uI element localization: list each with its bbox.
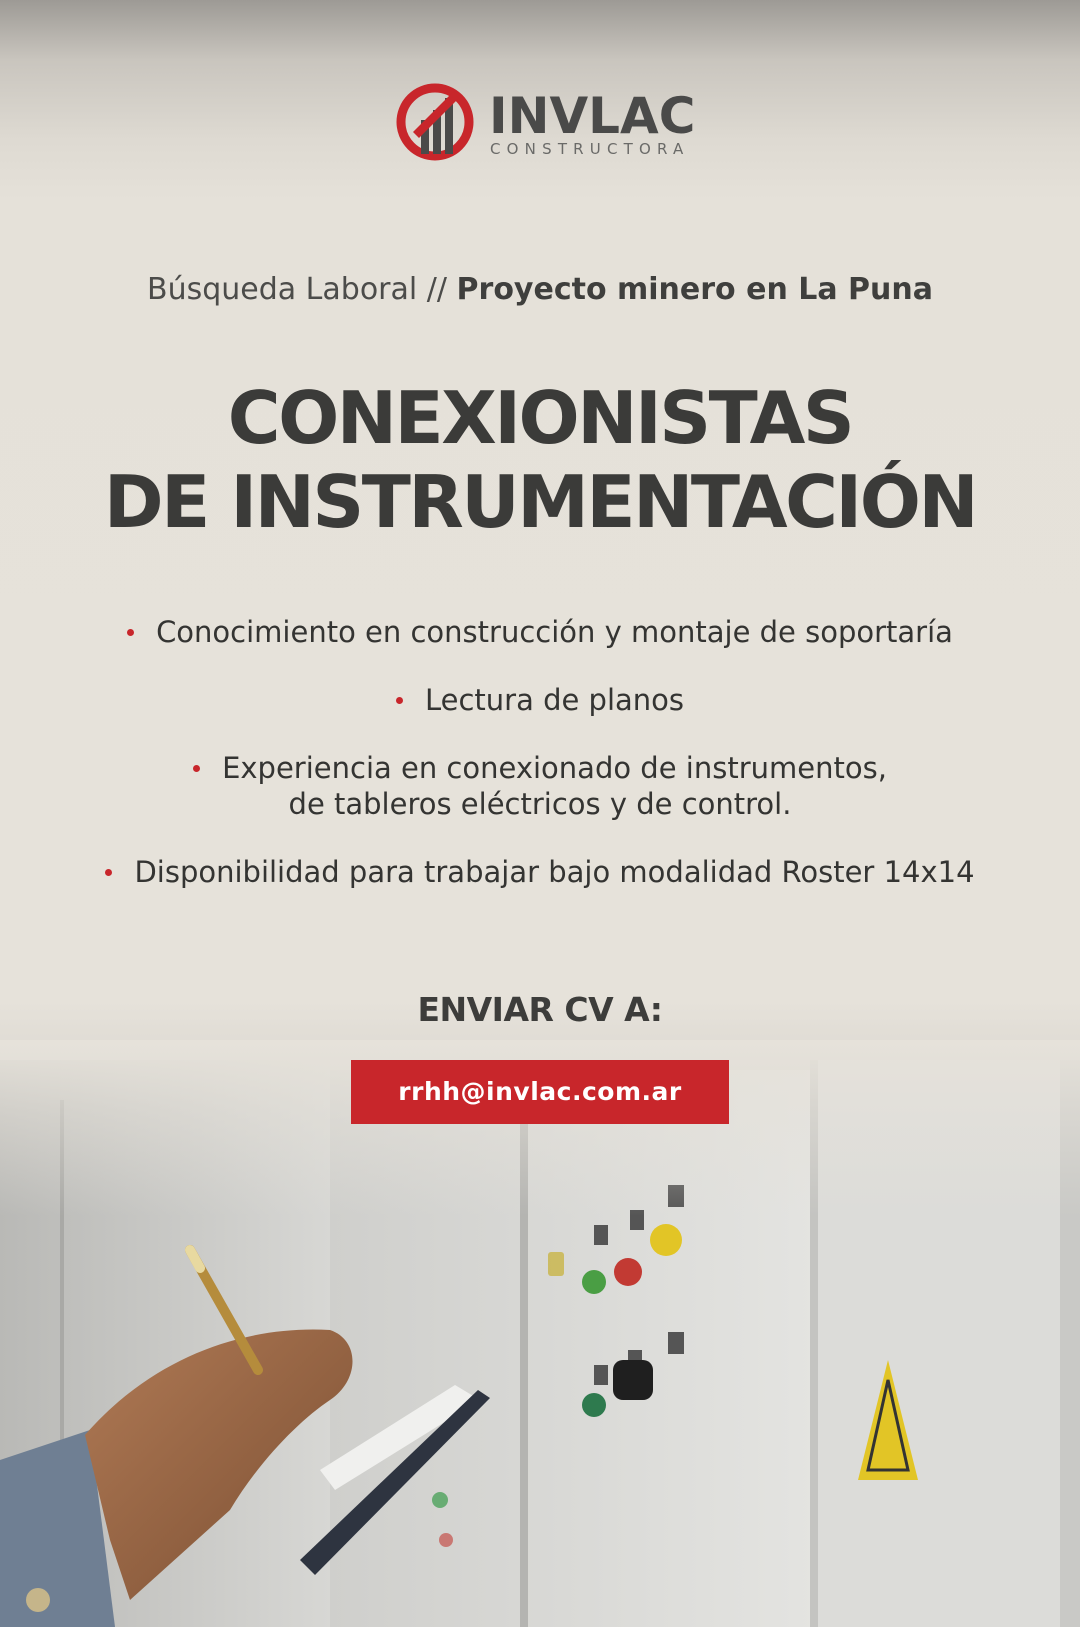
bullet-icon (193, 765, 200, 772)
title-line-2: DE INSTRUMENTACIÓN (103, 460, 977, 544)
list-item: Conocimiento en construcción y montaje de soportaría (0, 614, 1080, 650)
list-item: Disponibilidad para trabajar bajo modalidad Roster 14x14 (0, 854, 1080, 890)
brand-tagline: CONSTRUCTORA (490, 140, 690, 158)
list-item: Lectura de planos (0, 682, 1080, 718)
bullet-icon (127, 629, 134, 636)
requirements-list (0, 614, 1080, 922)
email-link[interactable]: rrhh@invlac.com.ar (351, 1060, 729, 1124)
bullet-icon (105, 869, 112, 876)
logo-mark-icon (393, 80, 477, 164)
brand-logo (0, 78, 1080, 164)
cta-label: ENVIAR CV A: (417, 990, 663, 1029)
brand-name: INVLAC (489, 87, 696, 145)
bullet-icon (396, 697, 403, 704)
title-line-1: CONEXIONISTAS (227, 376, 853, 460)
control-panel-photo (0, 1040, 1080, 1627)
page-subtitle (0, 270, 1080, 310)
subtitle-category: Búsqueda Laboral // (146, 272, 457, 307)
page-title (0, 376, 1080, 544)
subtitle-project: Proyecto minero en La Puna (456, 272, 934, 307)
list-item: Experiencia en conexionado de instrumentos, de tableros eléctricos y de control. (0, 750, 1080, 822)
